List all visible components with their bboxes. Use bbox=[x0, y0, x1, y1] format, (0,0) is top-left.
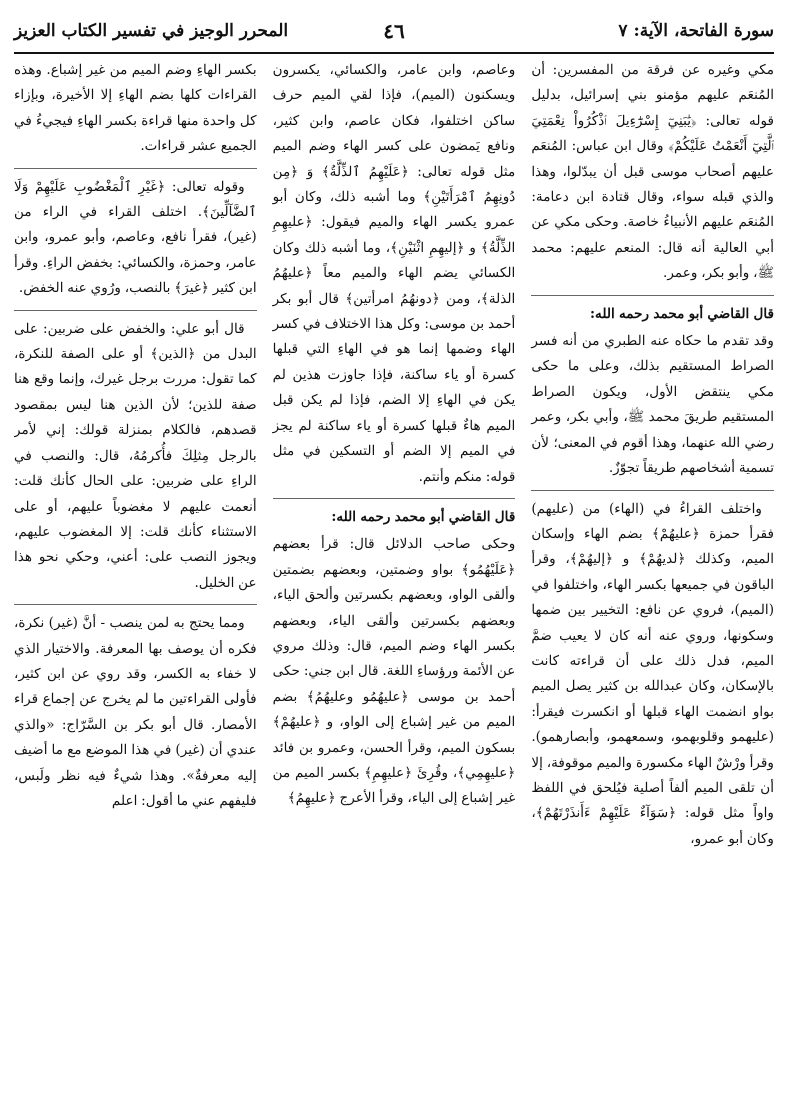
paragraph: وقد تقدم ما حكاه عنه الطبري من أنه فسر الصراط المستقيم بذلك، وعلى ما حكى مكي ينتقض الأول، ويكون الصراط المستقيم طريقَ محمد ﷺ، وأبي بكر، وعمر رضي الله عنهما، وهذا أقوم في المعنى؛ لأن تسمية أشخاصهم طريقاً تجوّزٌ. bbox=[531, 333, 774, 477]
section-divider bbox=[14, 168, 257, 169]
section-divider bbox=[14, 310, 257, 311]
page-header bbox=[14, 10, 774, 52]
paragraph: واختلف القراءُ في (الهاء) من (عليهم) فقرأ حمزة ﴿عليهُمْ﴾ بضم الهاء وإسكان الميم، وكذلك ﴿لديهُمْ﴾ و ﴿إليهُمْ﴾، وقرأ الباقون في جميعها بكسر الهاء، واختلفوا في (الميم)، فروي عن نافع: التخيير بين ضمها وسكونها، وروي عنه أنه كان لا يعيب ضمَّ الميم، فدل ذلك على أن قراءته كانت بالإسكان، وكان عبدالله بن كثير يصل الميم بواو انضمت الهاء قبلها أو انكسرت فيقرأ: (عليهمو وقلوبهمو، وسمعهمو، وأبصارهمو). وقرأ ورْشٌ الهاء مكسورة والميم موقوفة، إلا أن تلقى الميم ألفاً أصلية فيُلحق في اللفظ واواً مثل قوله: ﴿سَوَآءٌ عَلَيْهِمْ ءَأَنذَرْتَهُمْ﴾، وكان أبو عمرو، bbox=[531, 500, 774, 847]
header-rule bbox=[14, 52, 774, 54]
page-number: ٤٦ bbox=[383, 19, 405, 43]
section-heading: قال القاضي أبو محمد رحمه الله: bbox=[331, 508, 516, 525]
paragraph: ومما يحتج به لمن ينصب - أنَّ (غير) نكرة، فكره أن يوصف بها المعرفة. والاختيار الذي لا خفاء به الكسر، وقد روي عن ابن كثير، فأولى القراءتين ما لم يخرج عن إجماع قراء الأمصار. قال أبو بكر بن السَّرّاج: «والذي عندي أن (غير) في هذا الموضع مع ما أضيف إليه معرفةٌ». وهذا شيءٌ فيه نظر ولَبس، فليفهم عني ما أقول: اعلم bbox=[14, 615, 257, 809]
paragraph: وحكى صاحب الدلائل قال: قرأ بعضهم ﴿عَلَيْهُمُو﴾ بواو وضمتين، وبعضهم بضمتين وألقى الواو، وبعضهم بكسرتين وألحق الياء، وبعضهم بكسرتين وألقى الياء، وبعضهم بكسر الهاء وضم الميم، قال: وذلك مروي عن الأئمة ورؤساءِ اللغة. قال ابن جني: حكى أحمد بن موسى ﴿عليهُمُو وعليهُمُ﴾ بضم الميم من غير إشباع إلى الواو، و ﴿عليهُمْ﴾ بسكون الميم، وقرأ الحسن، وعمرو بن فائد ﴿عليهِمِي﴾، وقُرِئَ ﴿عليهِمِ﴾ بكسر الميم من غير إشباع إلى الياء، وقرأ الأعرج ﴿عليهِمُ﴾ bbox=[272, 536, 516, 807]
section-divider bbox=[14, 604, 257, 605]
section-divider bbox=[531, 490, 774, 491]
text-columns bbox=[14, 58, 774, 1098]
paragraph: وعاصم، وابن عامر، والكسائي، يكسرون ويسكنون (الميم)، فإذا لقي الميم حرف ساكن اختلفوا، فكان عاصم، وابن كثير، ونافع يَمضون على كسر الهاء وضم الميم مثل قوله تعالى: ﴿عَلَيْهِمُ ٱلذِّلَّةُ﴾ وَ ﴿مِن دُونِهِمُ ٱمْرَأَتَيْنِ﴾ وما أشبه ذلك، وكان أبو عمرو يكسر الهاء والميم فيقول: ﴿عليهِمِ الذِّلَّةُ﴾ و ﴿إليهِمِ اثْنَيْنِ﴾، وما أشبه ذلك وكان الكسائي يضم الهاء والميم معاً ﴿عليهُمُ الذلة﴾، ومن ﴿دونهُمُ امرأتين﴾ قال أبو بكر أحمد بن موسى: وكل هذا الاختلاف في كسر الهاء وضمها إنما هو في الهاءِ التي قبلها كسرة أو ياء ساكنة، فإذا جاوزت هذين لم يكن في الهاءِ إلا الضم، فإذا لم يكن قبل الميم هاءٌ قبلها كسرة أو ياء ساكنة لم يجز في الميم إلا الضم أو التسكين في مثل قوله: منكم وأنتم. bbox=[272, 62, 516, 485]
column-left bbox=[14, 58, 257, 1098]
paragraph: بكسر الهاءِ وضم الميم من غير إشباع. وهذه القراءات كلها بضم الهاءِ إلا الأخيرة، وبإزاء كل واحدة منها قراءة بكسر الهاءِ فيجيءُ في الجميع عشر قراءات. bbox=[14, 62, 257, 155]
book-title: المحرر الوجيز في تفسير الكتاب العزيز bbox=[14, 21, 289, 41]
paragraph: قال أبو علي: والخفض على ضربين: على البدل من ﴿الذين﴾ أو على الصفة للنكرة، كما تقول: مررت برجل غيرك، وإنما وقع هنا صفة للذين؛ لأن الذين هنا ليس بمقصود قصدهم، فالكلام بمنزلة قولك: إني لأمر بالرجل مِثلِكَ فأُكرمُهُ، قال: والنصب في الراءِ على ضربين: على الحال كأنك قلت: أنعمت عليهم لا مغضوباً عليهم، أو على الاستثناء كأنك قلت: إلا المغضوب عليهم، ويجوز النصب على: أعني، وحكي نحو هذا عن الخليل. bbox=[14, 320, 257, 591]
column-middle bbox=[273, 58, 516, 1098]
column-right bbox=[531, 58, 774, 1098]
section-divider bbox=[273, 498, 516, 499]
surah-reference: سورة الفاتحة، الآية: ٧ bbox=[618, 21, 774, 41]
section-divider bbox=[531, 295, 774, 296]
paragraph: وقوله تعالى: ﴿غَيْرِ ٱلْمَغْضُوبِ عَلَيْهِمْ وَلَا ٱلضَّآلِّينَ﴾. اختلف القراء في الراء من (غير)، فقرأ نافع، وعاصم، وأبو عمرو، وابن عامر، وحمزة، والكسائي: بخفض الراءِ. وقرأ ابن كثير ﴿غيرَ﴾ بالنصب، ورُوي عنه الخفض. bbox=[14, 178, 257, 297]
paragraph: مكي وغيره عن فرقة من المفسرين: أن المُنعَم عليهم مؤمنو بني إسرائيل، بدليل قوله تعالى: ﴿يَٰبَنِيٓ إِسْرَٰٓءِيلَ ٱذْكُرُواْ نِعْمَتِيَ ٱلَّتِيٓ أَنْعَمْتُ عَلَيْكُمْ﴾ وقال ابن عباس: المُنعَم عليهم أصحاب موسى قبل أن يبدّلوا، وهذا والذي قبله سواء، وقال قتادة ابن دعامة: المُنعَم عليهم الأنبياءُ خاصة. وحكى مكي عن أبي العالية أنه قال: المنعم عليهم: محمد ﷺ، وأبو بكر، وعمر. bbox=[531, 62, 774, 282]
section-heading: قال القاضي أبو محمد رحمه الله: bbox=[590, 305, 774, 322]
